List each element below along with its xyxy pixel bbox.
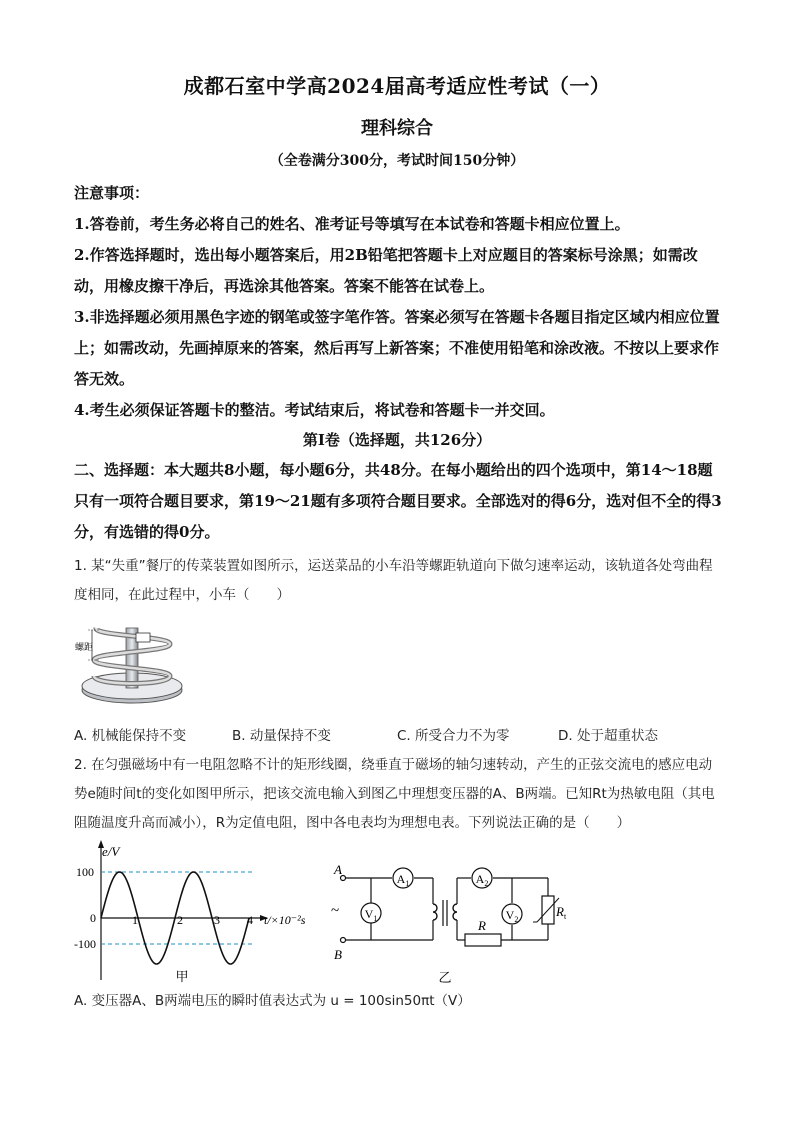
thermistor-subscript: t [563,912,567,921]
voltmeter-subscript: 1 [373,914,378,923]
x-tick-label: 1 [132,913,138,927]
voltmeter-v1 [361,903,381,923]
option-a: A. 机械能保持不变 [74,728,187,744]
notice-item: 4.考生必须保证答题卡的整洁。考试结束后，将试卷和答题卡一并交回。 [74,401,555,419]
y-tick-label: -100 [74,937,96,951]
figure-caption: 乙 [438,970,452,985]
thermistor-rt [533,896,567,924]
x-tick-label: 3 [214,913,220,927]
question-2-text: 2. 在匀强磁场中有一电阻忽略不计的矩形线圈，绕垂直于磁场的轴匀速转动，产生的正弦交流电的感应电动势e随时间t的变化如图甲所示，把该交流电输入到图乙中理想变压器的A、B两端。已知Rt为热敏电阻（其电阻随温度升高而减小），R为定值电阻，图中各电表均为理想电表。下列说法正确的是（ ） [74,757,715,831]
notice-item: 1.答卷前，考生务必将自己的姓名、准考证号等填写在本试卷和答题卡相应位置上。 [74,215,630,233]
exam-subject: 理科综合 [361,118,433,139]
y-tick-label: 0 [90,911,96,925]
notice-block [74,178,724,426]
exam-meta: （全卷满分300分，考试时间150分钟） [269,153,525,169]
transformer-circuit [325,860,565,990]
question-1-text: 1. 某“失重”餐厅的传菜装置如图所示，运送菜品的小车沿等螺距轨道向下做匀速率运动，该轨道各处弯曲程度相同，在此过程中，小车（ ） [74,558,713,603]
resistor-label: R [478,918,486,933]
spiral-track-figure [74,614,184,706]
exam-title: 成都石室中学高2024届高考适应性考试（一） [183,74,611,98]
resistor-r [465,918,501,946]
voltmeter-symbol: V [364,907,374,921]
option-d: D. 处于超重状态 [558,728,658,744]
notice-item: 3.非选择题必须用黑色字迹的钢笔或签字笔作答。答案必须写在答题卡各题目指定区域内相应位置上；如需改动，先画掉原来的答案，然后再写上新答案；不准使用铅笔和涂改液。不按以上要求作答无效。 [74,308,720,388]
voltmeter-subscript: 2 [514,915,519,924]
ammeter-subscript: 2 [484,879,489,888]
x-tick-label: 2 [177,913,183,927]
terminal-a-label: A [334,862,342,877]
notice-item: 2.作答选择题时，选出每小题答案后，用2B铅笔把答题卡上对应题目的答案标号涂黑；如需改动，用橡皮擦干净后，再选涂其他答案。答案不能答在试卷上。 [74,246,698,295]
figure-caption: 甲 [175,969,189,984]
ammeter-subscript: 1 [405,879,410,888]
section-heading: 第Ⅰ卷（选择题，共126分） [302,431,492,449]
thermistor-label: R [556,904,564,919]
voltmeter-v2 [502,904,522,924]
section-instructions: 二、选择题：本大题共8小题，每小题6分，共48分。在每小题给出的四个选项中，第14～18题只有一项符合题目要求，第19～21题有多项符合题目要求。全部选对的得6分，选对但不全的得3分，有选错的得0分。 [74,461,722,541]
pitch-label: 螺距 [75,642,94,652]
ammeter-a2 [472,868,492,888]
voltmeter-symbol: V [505,908,515,922]
x-tick-label: 4 [247,913,253,927]
ammeter-symbol: A [396,872,406,886]
y-tick-label: 100 [76,865,94,879]
notice-heading: 注意事项： [74,184,150,202]
y-axis-label: e/V [102,844,120,859]
terminal-b-label: B [334,947,342,962]
x-axis-label: t/×10⁻²s [264,913,306,927]
ammeter-symbol: A [475,872,485,886]
option-c: C. 所受合力不为零 [397,728,510,744]
ac-source-icon: ~ [331,903,340,919]
option-b: B. 动量保持不变 [232,728,331,744]
emf-time-graph [74,838,324,990]
svg-text:Rt [555,904,567,921]
ammeter-a1 [393,868,413,888]
question-2-option-a: A. 变压器A、B两端电压的瞬时值表达式为 u = 100sin50πt（V） [74,993,471,1009]
